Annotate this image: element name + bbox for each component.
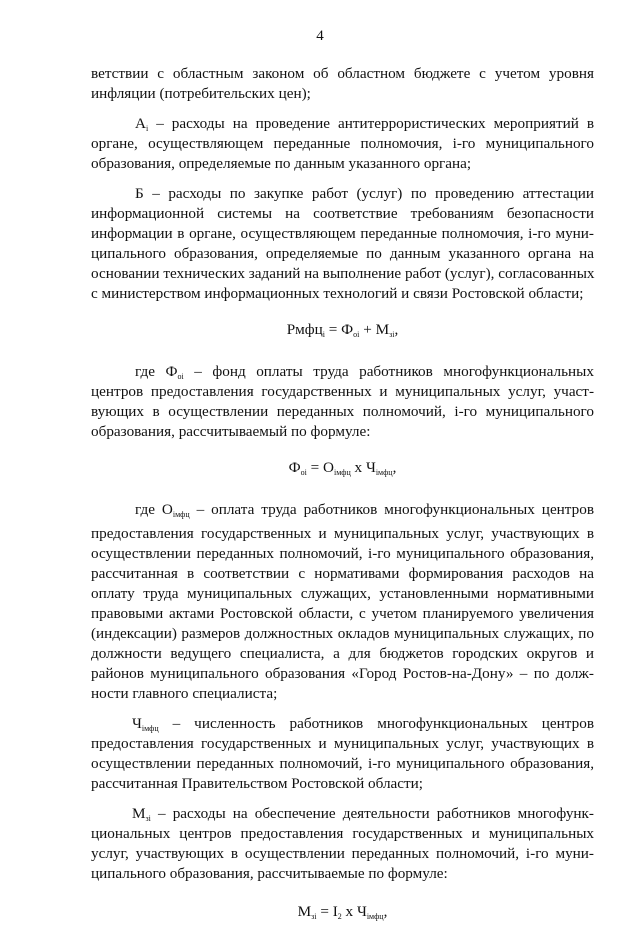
text-line: осуществлении переданных полномочий, i-го муниципального образования,	[91, 545, 594, 562]
text-line: предоставления государственных и муниципальных услуг, участвующих в	[91, 735, 594, 752]
text-line: услуг, участвующих в осуществлении переданных полномочий, i-го муни-	[91, 845, 594, 862]
text-line: $Ч_{iмфц}$ – численность работников многофункциональных центров	[132, 715, 594, 733]
text-line: информационной системы на соответствие требованиям безопасности	[91, 205, 594, 222]
formula-fot: $Ф_{oi} = О_{iмфц}$ х $Ч_{iмфц}$,	[288, 459, 397, 477]
text-line: оплату труда муниципальных служащих, установленными нормативными	[91, 585, 594, 602]
formula-mzi: $М_{зi} = I_2$ х $Ч_{iмфц}$,	[297, 903, 388, 921]
text-line: где $Ф_{oi}$ – фонд оплаты труда работников многофункциональных	[135, 363, 594, 381]
text-line: должности ведущего специалиста, а для бюджетов городских округов и	[91, 645, 594, 662]
text-line: центров предоставления государственных и муниципальных услуг, участ-	[91, 383, 594, 400]
text-line: образования, рассчитываемый по формуле:	[91, 423, 371, 440]
text-line: правовыми актами Ростовской области, с учетом планируемого увеличения	[91, 605, 594, 622]
text-line: информации в органе, осуществляющем переданные полномочия, i-го муни-	[91, 225, 594, 242]
text-line: органе, осуществляющем переданные полномочия, i-го муниципального	[91, 135, 594, 152]
text-line: осуществлении переданных полномочий, i-го муниципального образования,	[91, 755, 594, 772]
document-body	[91, 64, 594, 922]
text-line: ветствии с областным законом об областном бюджете с учетом уровня	[91, 65, 594, 82]
text-line: ципального образования, определяемые по данным указанного органа на	[91, 245, 594, 262]
text-line: рассчитанная в соответствии с нормативами формирования расходов на	[91, 565, 594, 582]
text-line: Б – расходы по закупке работ (услуг) по проведению аттестации	[135, 185, 594, 202]
text-line: $А_i$ – расходы на проведение антитеррористических мероприятий в	[135, 115, 594, 133]
term-a: $А_i$	[135, 115, 149, 133]
text-line: с министерством информационных технологий и связи Ростовской области;	[91, 285, 584, 302]
text-line: циональных центров предоставления государственных и муниципальных	[91, 825, 594, 842]
text-line: инфляции (потребительских цен);	[91, 85, 311, 102]
text-line: $М_{зi}$ – расходы на обеспечение деятельности работников многофунк-	[132, 805, 594, 823]
text-line: ности главного специалиста;	[91, 685, 278, 702]
text-line: предоставления государственных и муниципальных услуг, участвующих в	[91, 525, 594, 542]
text-line: (индексации) размеров должностных окладов муниципальных служащих, по	[91, 625, 594, 642]
text-line: ципального образования, рассчитываемые по формуле:	[91, 865, 448, 882]
text-line: районов муниципального образования «Город Ростов-на-Дону» – по долж-	[91, 665, 594, 682]
text-line: основании технических заданий на выполнение работ (услуг), согласованных	[91, 265, 595, 282]
text-line: рассчитанная Правительством Ростовской области;	[91, 775, 424, 792]
text-line: образования, определяемые по данным указанного органа;	[91, 155, 472, 172]
formula-rmfc: Рмфц$_i$ = $Ф_{oi} + М_{зi}$,	[286, 321, 399, 339]
page-number: 4	[316, 28, 324, 44]
text-line: где $О_{iмфц}$ – оплата труда работников многофункциональных центров	[135, 501, 594, 519]
text-line: вующих в осуществлении переданных полномочий, i-го муниципального	[91, 403, 594, 420]
